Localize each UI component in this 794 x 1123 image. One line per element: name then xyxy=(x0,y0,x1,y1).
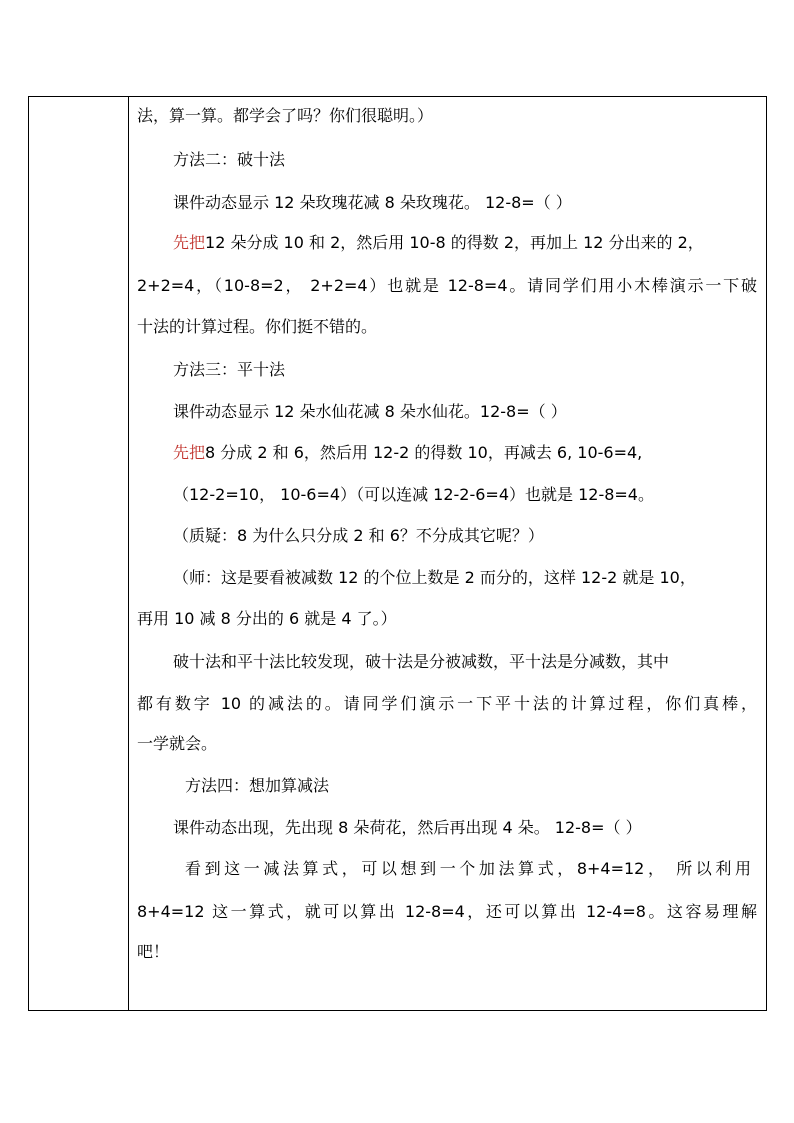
text-line-10: （12-2=10， 10-6=4）（可以连减 12-2-6=4）也就是 12-8=4。 xyxy=(173,485,654,504)
text-line-9-body: 8 分成 2 和 6，然后用 12-2 的得数 10，再减去 6, 10-6=4, xyxy=(205,443,643,462)
text-line-16: 一学就会。 xyxy=(137,734,218,753)
highlight-prefix: 先把 xyxy=(173,233,206,252)
highlight-prefix-2: 先把 xyxy=(173,443,206,462)
text-line-4 xyxy=(173,233,704,253)
text-line-12: （师：这是要看被减数 12 的个位上数是 2 而分的，这样 12-2 就是 10， xyxy=(173,568,696,587)
content-cell xyxy=(129,97,766,1010)
text-line-4-body: 12 朵分成 10 和 2，然后用 10-8 的得数 2，再加上 12 分出来的 2， xyxy=(205,233,704,252)
lesson-table xyxy=(28,96,767,1011)
text-line-6: 十法的计算过程。你们挺不错的。 xyxy=(137,317,378,336)
text-line-18: 课件动态出现，先出现 8 朵荷花，然后再出现 4 朵。 12-8=（ ） xyxy=(173,818,642,837)
text-line-20: 8+4=12 这一算式，就可以算出 12-8=4，还可以算出 12-4=8。这容易理解 xyxy=(137,902,757,921)
text-line-21: 吧！ xyxy=(137,942,170,961)
text-line-15: 都有数字 10 的减法的。请同学们演示一下平十法的计算过程，你们真棒， xyxy=(137,694,757,713)
heading-method-three: 方法三：平十法 xyxy=(173,360,286,379)
heading-method-two: 方法二：破十法 xyxy=(173,150,286,169)
text-line-19: 看到这一减法算式，可以想到一个加法算式，8+4=12， 所以利用 xyxy=(185,859,751,878)
text-line-5: 2+2=4，（10-8=2， 2+2=4）也就是 12-8=4。请同学们用小木棒演示一下破 xyxy=(137,276,757,295)
heading-method-four: 方法四：想加算减法 xyxy=(185,776,330,795)
text-line-3: 课件动态显示 12 朵玫瑰花减 8 朵玫瑰花。 12-8=（ ） xyxy=(173,193,572,212)
text-line-11: （质疑：8 为什么只分成 2 和 6？不分成其它呢？） xyxy=(173,526,544,545)
text-line-1: 法，算一算。都学会了吗？你们很聪明。） xyxy=(137,106,434,125)
text-line-9 xyxy=(173,443,642,463)
text-line-8: 课件动态显示 12 朵水仙花减 8 朵水仙花。12-8=（ ） xyxy=(173,402,567,421)
text-line-13: 再用 10 减 8 分出的 6 就是 4 了。） xyxy=(137,609,397,628)
text-line-14: 破十法和平十法比较发现，破十法是分被减数，平十法是分减数，其中 xyxy=(173,652,670,671)
left-column-cell xyxy=(29,97,129,1010)
